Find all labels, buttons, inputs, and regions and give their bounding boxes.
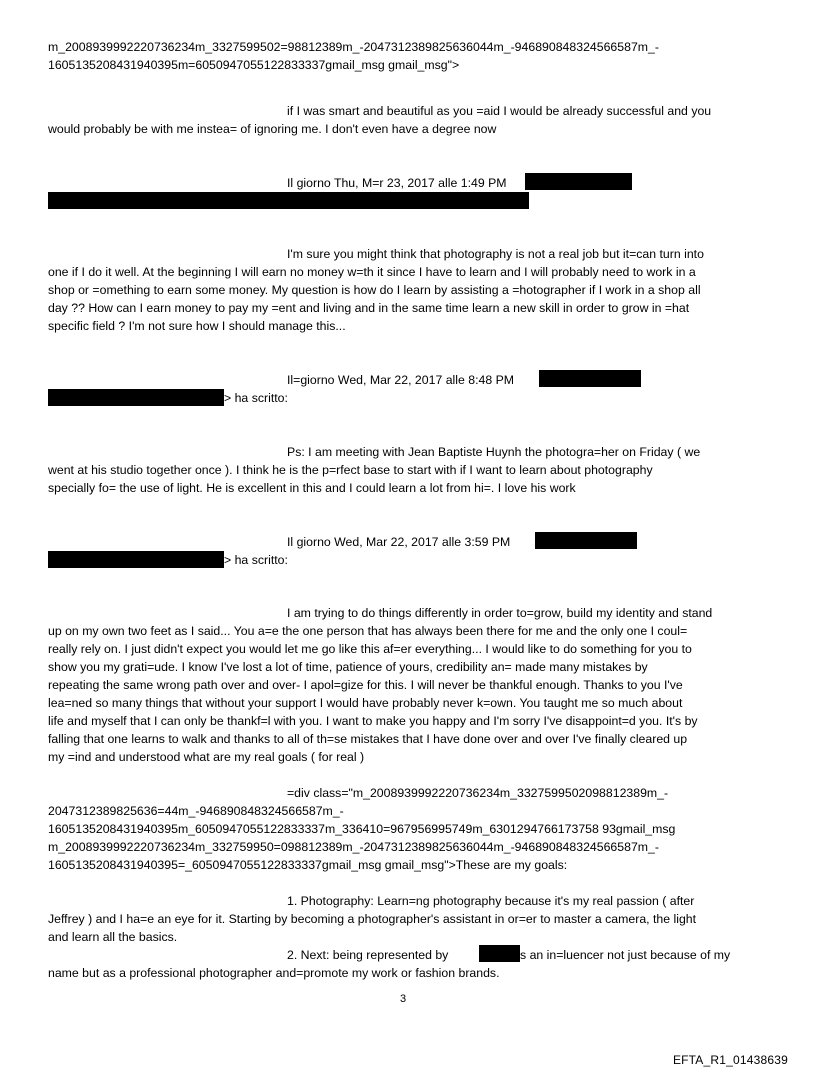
text-line: 1605135208431940395=_6050947055122833337gmail_msg gmail_msg">These are my goals: [48, 858, 568, 872]
text-line: one if I do it well. At the beginning I will earn no money w=th it since I have to learn and I will probably need to work in a [48, 265, 696, 279]
text-line: lea=ned so many things that without your support I would have probably never k=own. You taught me so much about [48, 696, 683, 710]
text-line: 1605135208431940395m_6050947055122833337m_336410=967956995749m_6301294766173758 93gmail_msg [48, 822, 676, 836]
text-line: specially fo= the use of light. He is excellent in this and I could learn a lot from hi=. I love his work [48, 481, 576, 495]
text-line: 1605135208431940395m=6050947055122833337gmail_msg gmail_msg"> [48, 58, 460, 72]
text-line: really rely on. I just didn't expect you would let me go like this af=er everything... I would like to do something for you to [48, 642, 692, 656]
text-line: and learn all the basics. [48, 930, 178, 944]
redaction-box [48, 389, 224, 406]
text-line: Ps: I am meeting with Jean Baptiste Huynh the photogra=her on Friday ( we [287, 445, 701, 459]
redaction-box [48, 551, 224, 568]
text-line: m_2008939992220736234m_332759950=098812389m_-2047312389825636044m_-946890848324566587m_- [48, 840, 659, 854]
text-line: up on my own two feet as I said... You a=e the one person that has always been there for me and the only one I coul= [48, 624, 688, 638]
text-line: falling that one learns to walk and thanks to all of th=se mistakes that I have done over and over I've finally cleared up [48, 732, 688, 746]
redaction-box [539, 370, 641, 387]
text-line: s an in=luencer not just because of my [520, 948, 731, 962]
page-number: 3 [400, 993, 407, 1005]
bates-number: EFTA_R1_01438639 [672, 1053, 788, 1067]
text-line: m_2008939992220736234m_3327599502=98812389m_-2047312389825636044m_-946890848324566587m_- [48, 40, 659, 54]
text-line: =div class="m_2008939992220736234m_3327599502098812389m_- [287, 786, 669, 800]
list-item: 2. Next: being represented by [287, 948, 449, 962]
redaction-box [479, 945, 520, 962]
text-line: show you my grati=ude. I know I've lost a lot of time, patience of yours, credibility an= made many mistakes by [48, 660, 648, 674]
text-line: life and myself that I can only be thankf=l with you. I want to make you happy and I'm sorry I've disappoint=d you. It's by [48, 714, 698, 728]
text-line: 2047312389825636=44m_-946890848324566587m_- [48, 804, 344, 818]
text-line: specific field ? I'm not sure how I should manage this... [48, 319, 346, 333]
email-header-line: Il giorno Thu, M=r 23, 2017 alle 1:49 PM [287, 176, 507, 190]
text-line: would probably be with me instea= of ignoring me. I don't even have a degree now [48, 122, 497, 136]
redaction-box [48, 192, 529, 209]
email-header-line: Il=giorno Wed, Mar 22, 2017 alle 8:48 PM [287, 373, 515, 387]
email-header-line: > ha scritto: [224, 553, 288, 567]
text-line: day ?? How can I earn money to pay my =ent and living and in the same time learn a new skill in order to grow in =hat [48, 301, 690, 315]
text-line: my =ind and understood what are my real goals ( for real ) [48, 750, 365, 764]
text-line: repeating the same wrong path over and over- I apol=gize for this. I will never be thankful enough. Thanks to you I've [48, 678, 683, 692]
text-line: went at his studio together once ). I think he is the p=rfect base to start with if I want to learn about photography [48, 463, 653, 477]
text-line: if I was smart and beautiful as you =aid I would be already successful and you [287, 104, 712, 118]
email-header-line: Il giorno Wed, Mar 22, 2017 alle 3:59 PM [287, 535, 511, 549]
text-line: I am trying to do things differently in order to=grow, build my identity and stand [287, 606, 713, 620]
text-line: name but as a professional photographer and=promote my work or fashion brands. [48, 966, 500, 980]
text-line: Jeffrey ) and I ha=e an eye for it. Starting by becoming a photographer's assistant in or=er to master a camera, the light [48, 912, 697, 926]
list-item: 1. Photography: Learn=ng photography because it's my real passion ( after [287, 894, 695, 908]
text-line: shop or =omething to earn some money. My question is how do I learn by assisting a =hotographer if I work in a shop all [48, 283, 701, 297]
email-header-line: > ha scritto: [224, 391, 288, 405]
text-line: I'm sure you might think that photography is not a real job but it=can turn into [287, 247, 704, 261]
redaction-box [535, 532, 637, 549]
redaction-box [525, 173, 632, 190]
